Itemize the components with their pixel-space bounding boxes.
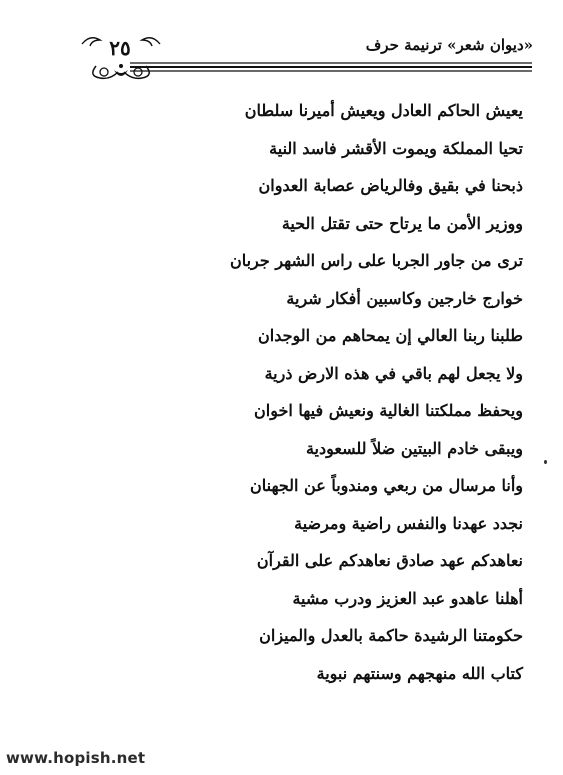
verse-line: ووزير الأمن ما يرتاح حتى تقتل الحية <box>281 213 523 233</box>
verse-line: أهلنا عاهدو عبد العزيز ودرب مشية <box>292 588 523 608</box>
page-header <box>0 0 563 90</box>
page-number: ٢٥ <box>109 36 131 60</box>
verse-line: يعيش الحاكم العادل ويعيش أميرنا سلطان <box>244 101 523 120</box>
verse-line: خوارج خارجين وكاسبين أفكار شرية <box>286 288 523 308</box>
verse-line: ويبقى خادم البيتين ضلاً للسعودية <box>305 438 523 458</box>
verse-line: نجدد عهدنا والنفس راضية ومرضية <box>294 513 523 533</box>
verse-line: طلبنا ربنا العالي إن يمحاهم من الوجدان <box>258 326 523 345</box>
scan-speck <box>544 460 547 464</box>
verse-line: ترى من جاور الجربا على راس الشهر جربان <box>229 251 523 270</box>
book-title: «ديوان شعر» ترنيمة حرف <box>365 36 533 54</box>
verse-line: حكومتنا الرشيدة حاكمة بالعدل والميزان <box>259 626 523 645</box>
verse-line: كتاب الله منهجهم وسنتهم نبوية <box>316 663 523 683</box>
verse-line: ولا يجعل لهم باقي في هذه الارض ذرية <box>264 363 523 383</box>
verse-line: ويحفظ مملكتنا الغالية ونعيش فيها اخوان <box>254 401 523 420</box>
verse-line: وأنا مرسال من ربعي ومندوباً عن الجهنان <box>250 476 523 495</box>
verse-line: تحيا المملكة ويموت الأقشر فاسد النية <box>269 138 523 158</box>
poem-verses <box>83 92 523 692</box>
verse-line: نعاهدكم عهد صادق نعاهدكم على القرآن <box>256 551 523 570</box>
site-watermark: www.hopish.net <box>6 749 146 767</box>
verse-line: ذبحنا في بقيق وفالرياض عصابة العدوان <box>258 176 523 195</box>
